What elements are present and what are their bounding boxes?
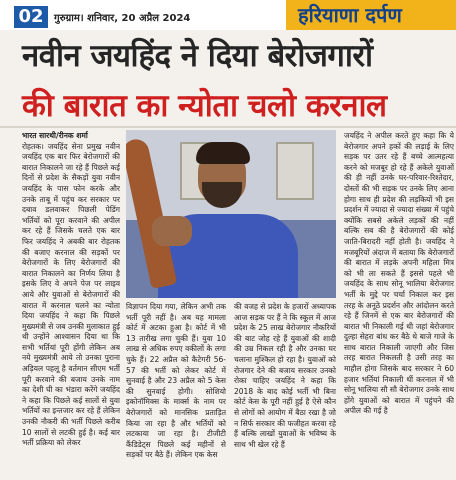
column-1-text: रोहतक। जयहिंद सेना प्रमुख नवीन जयहिंद एक बार फिर बेरोजगारों की बारात निकालने जा रहे हैं पिछले कई दिनों से प्रदेश के सैकड़ों युवा नवीन जयहिंद के पास फोन करके और उनके ताबू में पहुंच कर सरकार पर दबाव डलवाकर पिछली पेडिंग भर्तियों को पूरा करवाने की अपील कर रहे हैं जिसके चलते एक बार फिर जयहिंद ने अबकी बार रोहतक की बजाए करनाल की सड़कों पर बेरोजगारों के लिए बेरोजगारों की बारात निकालने का निर्णय लिया है इसके लिए वे अपने पेज पर लाइव आये और युवाओं से बेरोजगारों की बारात में करनाल चलने का न्योता दिया जयहिंद ने कहा कि पिछले मुख्यमंत्री से जब उनकी मुलाकात हुई थी उन्होंने आश्वासन दिया था कि सभी भर्तियां पूरी होंगी लेकिन अब नये मुख्यमंत्री आये तो उनका पुराना अड़ियल पहलू है वर्तमान सीएम भर्ती पूरी करवाने की बजाय उनके नाम का देशी घी का भंडारा करेंगे जयहिंद ने कहा कि पिछले कई सालों से युवा भर्तियों का इन्तजार कर रहे हैं लेकिन उनकी नौकरी की भर्ती पिछले करीब 10 सालों से लटकी हुई है। कई बार भर्ती प्रक्रिया को लेकर <box>22 141 120 448</box>
divider <box>0 126 456 128</box>
article-column-3: की वजह से प्रदेश के हजारों अध्यापक आज सड़क पर हैं ने कि स्कूल में आज प्रदेश के 25 लाख बेरोजगार नौकरियों की बाट जोह रहे हैं युवाओं की शादी की उम्र निकल रही है और उनका घर चलाना मुश्किल हो रहा है। युवाओं को रोजगार देने की बजाय सरकार उनको रोका चाहिए जयहिंद ने कहा कि 2018 के बाद कोई भर्ती भी बिना कोर्ट केस के पूरी नहीं हुई है ऐसे कौन से लोगों को आयोग में बैठा रखा है जो न सिर्फ सरकार की फजीहत करवा रहे हैं बल्कि लाखों युवाओं के भविष्य के साथ भी खेल रहे हैं <box>234 302 336 449</box>
masthead <box>0 0 456 30</box>
byline: भारत सारथी/रीनक शर्मा <box>22 131 88 140</box>
brand-title: हरियाणा दर्पण <box>286 0 456 30</box>
person-arm <box>152 216 192 246</box>
headline-line-2: की बारात का न्योता चलो करनाल <box>22 88 387 124</box>
person-hair <box>196 142 250 164</box>
article-column-2: विज्ञापन दिया गया, लेकिन अभी तक भर्ती पूरी नहीं है। अब यह मामला कोर्ट में अटका हुआ है। कोर्ट में भी 13 तारीख लगा चुकी हैं। युवा 10 लाख से अधिक रुपए वकीलों के लगा चुके हैं। 22 अप्रैल को कैटेगरी 56-57 की भर्ती को लेकर कोर्ट में सुनवाई है और 23 अप्रैल को 5 केस की सुनवाई होगी। सोशियो इकोनॉमिक्स के मार्क्स के नाम पर बेरोजगारों को मानसिक प्रताड़ित किया जा रहा है और भर्तियों को लटकाया जा रहा है। टीजीटी कैंडिडेट्स पिछले कई महीनों से सड़कों पर बैठे हैं। लेकिन एक केस <box>126 302 226 460</box>
dateline: गुरुग्राम। शनिवार, 20 अप्रैल 2024 <box>54 13 191 24</box>
portrait-frame-right <box>276 142 314 200</box>
page-number: 02 <box>14 6 48 28</box>
headline-line-1: नवीन जयहिंद ने दिया बेरोजगारों <box>22 38 373 74</box>
article-column-1 <box>22 131 120 480</box>
article-column-4: जयहिंद ने अपील करते हुए कहा कि ये बेरोजगार अपने हकों की लड़ाई के लिए सड़क पर उतर रहे हैं बच्चे आत्महत्या करने को मजबूर हो रहे हैं अकेले युवाओं की ही नहीं उनके घर-परिवार-रिश्तेदार, दोस्तों की भी सड़क पर उनके लिए आना होगा साथ ही प्रदेश की लड़कियों भी इस प्रदर्शन में ज्यादा से ज्यादा संख्या में पहुंचे क्योंकि सबसे अकेले लड़कों की नहीं बल्कि सब की है बेरोजगारों की कोई जाति-बिरादरी नहीं होती है। जयहिंद ने मजबूरियों अंदाज में बताया कि बेरोजगारों की बारात में लड़के अपनी महिला मित्र को भी ला सकते हैं इससे पहले भी जयहिंद के साथ सोनू भालिया बेरोजगार भर्ती के मुद्दे पर चर्चा निकाल कर इस तरह के अनूठे प्रदर्शन और आंदोलन करते रहे हैं जिनमें से एक बार बेरोजगारों की बारात भी निकाली गई थी जहां बेरोजगार दुल्हा सेहरा बांध कर बैठे थे बाजे गाजे के साथ बारात निकाली जाएगी और जिस तरह बारात निकलती है उसी तरह का माहौल होगा जिसके बाद सरकार ने 60 हजार भर्तियां निकाली थीं करनाल में भी सोनू भालिया सौ सौ बेरोजगार उनके साथ होंगे युवाओं को बारात में पहुंचने की अपील की गई है <box>344 131 454 416</box>
article-photo <box>126 130 336 298</box>
